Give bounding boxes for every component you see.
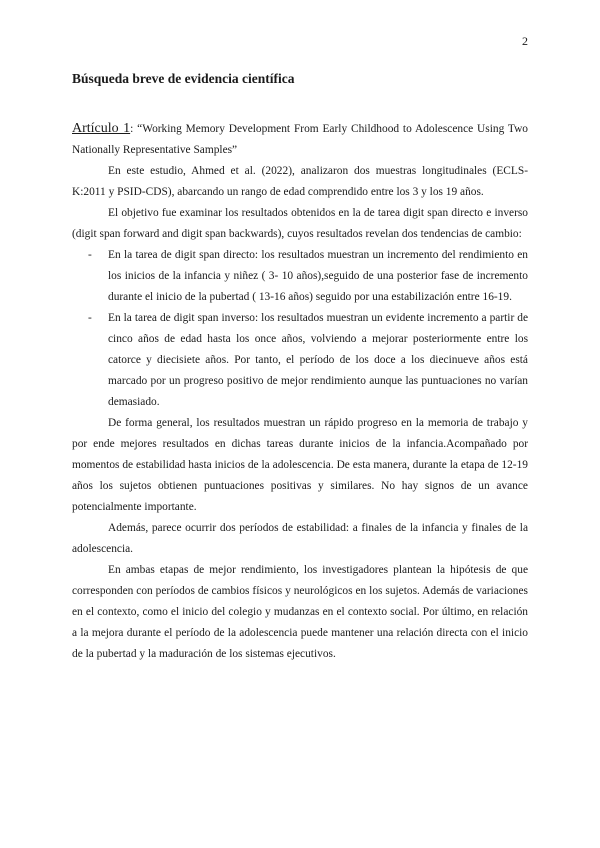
paragraph-3: De forma general, los resultados muestran un rápido progreso en la memoria de trabajo y por ende mejores resultados en dichas tareas durante inicios de la infancia.Acompañado por momentos de estabilidad hasta inicios de la adolescencia. De esta manera, durante la etapa de 12-19 años los sujetos obtienen puntuaciones positivas y similares. No hay signos de un avance potencialmente importante. (72, 417, 528, 513)
section-heading: Búsqueda breve de evidencia científica (72, 71, 295, 86)
list-item-text: En la tarea de digit span directo: los resultados muestran un incremento del rendimiento en los inicios de la infancia y niñez ( 3- 10 años),seguido de una posterior fase de incremento durante el inicio de la pubertad ( 13-16 años) seguido por una estabilización entre 16-19. (108, 249, 528, 303)
document-body (72, 118, 528, 665)
article-title-line (72, 118, 528, 161)
dash-bullet: - (88, 249, 92, 261)
article-colon: : (130, 123, 134, 135)
dash-bullet: - (88, 312, 92, 324)
paragraph-5: En ambas etapas de mejor rendimiento, los investigadores plantean la hipótesis de que corresponden con períodos de cambios físicos y neurológicos en los sujetos. Además de variaciones en el contexto, como el inicio del colegio y mudanzas en el contexto social. Por último, en relación a la mejora durante el período de la adolescencia puede mantener una relación directa con el inicio de la pubertad y la maduración de los sistemas ejecutivos. (72, 564, 528, 660)
page-number: 2 (522, 34, 528, 48)
article-title: “Working Memory Development From Early Childhood to Adolescence Using Two Nationally Representative Samples” (72, 123, 528, 156)
list-item (72, 245, 528, 308)
paragraph-2: El objetivo fue examinar los resultados obtenidos en la de tarea digit span directo e inverso (digit span forward and digit span backwards), cuyos resultados revelan dos tendencias de cambio: (72, 207, 528, 240)
findings-list (72, 245, 528, 413)
list-item-text: En la tarea de digit span inverso: los resultados muestran un evidente incremento a partir de cinco años de edad hasta los once años, volviendo a mejorar posteriormente entre los catorce y diecisiete años. Por tanto, el período de los doce a los diecinueve años está marcado por un progreso positivo de mejor rendimiento aunque las puntuaciones no varían demasiado. (108, 312, 528, 408)
list-item (72, 308, 528, 413)
article-label: Artículo 1 (72, 121, 131, 136)
paragraph-1: En este estudio, Ahmed et al. (2022), analizaron dos muestras longitudinales (ECLS-K:2011 y PSID-CDS), abarcando un rango de edad comprendido entre los 3 y los 19 años. (72, 165, 528, 198)
paragraph-4: Además, parece ocurrir dos períodos de estabilidad: a finales de la infancia y finales de la adolescencia. (72, 522, 528, 555)
